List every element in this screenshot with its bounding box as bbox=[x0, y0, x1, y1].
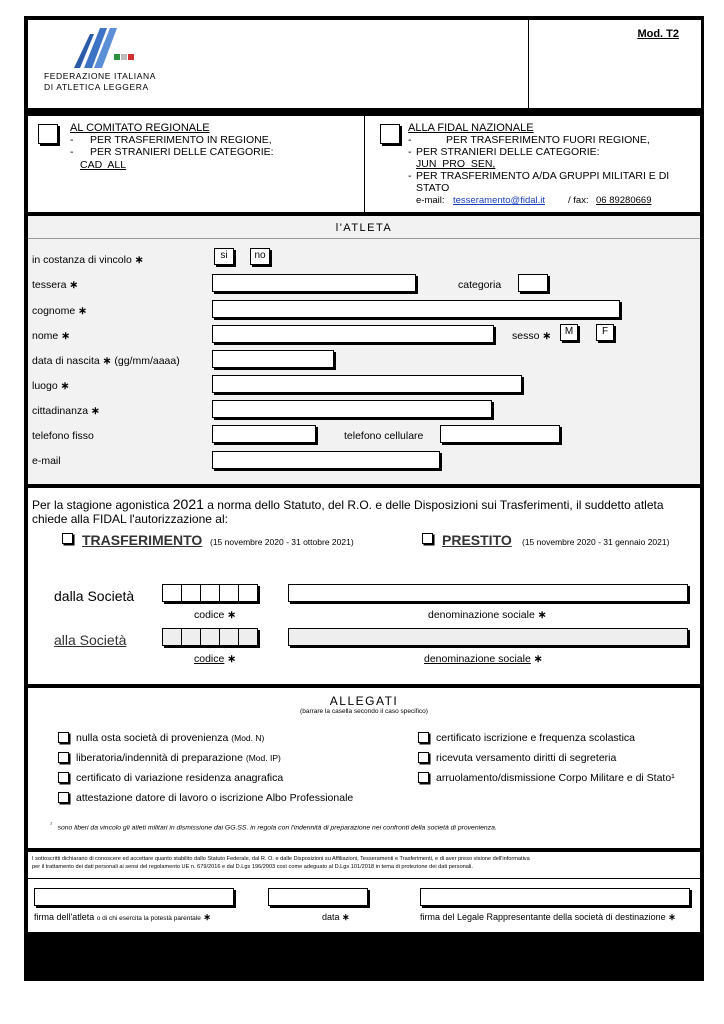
allegato-left-4: attestazione datore di lavoro o iscrizione Albo Professionale bbox=[76, 792, 354, 804]
prestito-checkbox[interactable] bbox=[422, 533, 433, 544]
dalla-codice-boxes[interactable] bbox=[162, 584, 258, 602]
fidal-logo-icon bbox=[44, 24, 184, 74]
allegato-checkbox[interactable] bbox=[58, 792, 69, 803]
allegato-left-3: certificato di variazione residenza anagrafica bbox=[76, 772, 284, 784]
sesso-f-button[interactable]: F bbox=[596, 324, 614, 341]
privacy-line1: I sottoscritti dichiarano di conoscere ed accettare quanto stabilito dallo Statuto Federale, dal R. O. e dalle Disposizioni su Affiliazioni, Tesseramenti e Trasferimenti, e di aver preso visione dell'informativa bbox=[32, 856, 530, 862]
prestito-label: PRESTITO bbox=[442, 532, 512, 548]
luogo-label: luogo ∗ bbox=[32, 380, 70, 392]
national-line1: PER TRASFERIMENTO FUORI REGIONE, bbox=[446, 134, 650, 146]
code-cell[interactable] bbox=[220, 585, 239, 601]
athlete-title-rule bbox=[28, 238, 700, 239]
tel-cell-label: telefono cellulare bbox=[344, 430, 424, 442]
tel-cell-input[interactable] bbox=[440, 425, 560, 443]
code-cell[interactable] bbox=[239, 585, 257, 601]
luogo-input[interactable] bbox=[212, 375, 522, 393]
athlete-section bbox=[28, 216, 700, 484]
regional-dash1: - bbox=[70, 134, 74, 146]
dalla-label: dalla Società bbox=[54, 588, 135, 604]
nome-label: nome ∗ bbox=[32, 330, 70, 342]
signature-section bbox=[28, 852, 700, 932]
logo-line2: DI ATLETICA LEGGERA bbox=[44, 82, 149, 92]
request-line1: Per la stagione agonistica 2021 a norma dello Statuto, del R.O. e delle Disposizioni sui Trasferimenti, il suddetto atleta bbox=[32, 496, 664, 512]
allegati-title: ALLEGATI bbox=[329, 694, 399, 708]
code-cell[interactable] bbox=[201, 585, 220, 601]
national-checkbox[interactable] bbox=[380, 124, 400, 144]
allegato-checkbox[interactable] bbox=[418, 752, 429, 763]
alla-codice-boxes[interactable] bbox=[162, 628, 258, 646]
national-fax: 06 89280669 bbox=[596, 195, 652, 206]
regional-title: AL COMITATO REGIONALE bbox=[70, 122, 210, 134]
privacy-rule bbox=[28, 878, 700, 879]
vincolo-si-button[interactable]: si bbox=[214, 248, 234, 265]
nascita-label: data di nascita ∗ (gg/mm/aaaa) bbox=[32, 355, 180, 367]
alla-label: alla Società bbox=[54, 632, 127, 648]
trasferimento-dates: (15 novembre 2020 - 31 ottobre 2021) bbox=[210, 537, 354, 547]
national-dash2: - bbox=[408, 146, 412, 158]
form-page bbox=[24, 16, 704, 981]
code-cell[interactable] bbox=[182, 585, 201, 601]
cognome-label: cognome ∗ bbox=[32, 305, 87, 317]
national-line2: PER STRANIERI DELLE CATEGORIE: bbox=[416, 146, 600, 158]
privacy-line2: per il trattamento dei dati personali ai sensi del regolamento UE n. 679/2016 e dal D.Lgs 196/2003 così come adeguato al D.Lgs 101/2018 in tema di protezione dei dati personali. bbox=[32, 864, 473, 870]
allegato-left-1: nulla osta società di provenienza (Mod. N) bbox=[76, 732, 265, 744]
cittadinanza-label: cittadinanza ∗ bbox=[32, 405, 100, 417]
email-input[interactable] bbox=[212, 451, 440, 469]
allegati-footnote: $^{^1}$ sono liberi da vincolo gli atleti militari in dismissione dai GG.SS. in regola con l'indennità di preparazione nei confronti della società di provenienza. bbox=[50, 822, 497, 832]
destination-section bbox=[28, 116, 700, 212]
cittadinanza-input[interactable] bbox=[212, 400, 492, 418]
nascita-input[interactable] bbox=[212, 350, 334, 368]
logo-line1: FEDERAZIONE ITALIANA bbox=[44, 71, 156, 81]
regional-line1: PER TRASFERIMENTO IN REGIONE, bbox=[90, 134, 272, 146]
athlete-title: l'ATLETA bbox=[335, 222, 393, 234]
national-email-label: e-mail: bbox=[416, 195, 445, 206]
email-label: e-mail bbox=[32, 455, 61, 467]
code-cell[interactable] bbox=[239, 629, 257, 645]
vincolo-label: in costanza di vincolo ∗ bbox=[32, 254, 144, 266]
national-email-link[interactable]: tesseramento@fidal.it bbox=[453, 195, 546, 206]
allegati-section bbox=[28, 688, 700, 848]
allegato-checkbox[interactable] bbox=[58, 752, 69, 763]
national-title: ALLA FIDAL NAZIONALE bbox=[408, 122, 534, 134]
allegato-right-1: certificato iscrizione e frequenza scolastica bbox=[436, 732, 636, 744]
date-input[interactable] bbox=[268, 888, 368, 906]
dalla-denominazione-input[interactable] bbox=[288, 584, 688, 602]
national-fax-label: / fax: bbox=[568, 195, 589, 206]
vincolo-no-button[interactable]: no bbox=[250, 248, 270, 265]
destination-divider bbox=[364, 116, 365, 212]
nome-input[interactable] bbox=[212, 325, 494, 343]
code-cell[interactable] bbox=[220, 629, 239, 645]
header-right-panel bbox=[528, 20, 701, 108]
trasferimento-label: TRASFERIMENTO bbox=[82, 532, 203, 548]
allegati-subtitle: (barrare la casella secondo il caso specifico) bbox=[300, 708, 428, 715]
prestito-dates: (15 novembre 2020 - 31 gennaio 2021) bbox=[522, 537, 670, 547]
mod-label: Mod. T2 bbox=[637, 28, 679, 40]
header bbox=[28, 20, 700, 108]
national-line4: STATO bbox=[416, 182, 450, 194]
request-line2: chiede alla FIDAL l'autorizzazione al: bbox=[32, 512, 228, 526]
dalla-codice-label: codice ∗ bbox=[194, 609, 237, 621]
regional-cats: CAD ALL bbox=[80, 159, 127, 171]
tessera-input[interactable] bbox=[212, 274, 416, 292]
legal-signature-label: firma del Legale Rappresentante della società di destinazione ∗ bbox=[420, 912, 676, 922]
allegato-right-3: arruolamento/dismissione Corpo Militare e di Stato¹ bbox=[436, 772, 675, 784]
sesso-label: sesso ∗ bbox=[512, 330, 552, 342]
tel-fisso-label: telefono fisso bbox=[32, 430, 94, 442]
request-section bbox=[28, 488, 700, 684]
allegato-checkbox[interactable] bbox=[418, 772, 429, 783]
athlete-signature-label: firma dell'atleta o di chi esercita la potestà parentale ∗ bbox=[34, 912, 211, 922]
tel-fisso-input[interactable] bbox=[212, 425, 316, 443]
allegato-checkbox[interactable] bbox=[418, 732, 429, 743]
alla-denominazione-label: denominazione sociale ∗ bbox=[424, 653, 543, 665]
trasferimento-checkbox[interactable] bbox=[62, 533, 73, 544]
sesso-m-button[interactable]: M bbox=[560, 324, 578, 341]
alla-codice-label: codice ∗ bbox=[194, 653, 237, 665]
national-dash1: - bbox=[408, 134, 412, 146]
national-line3: PER TRASFERIMENTO A/DA GRUPPI MILITARI E DI bbox=[416, 170, 670, 182]
allegato-checkbox[interactable] bbox=[58, 772, 69, 783]
cognome-input[interactable] bbox=[212, 300, 620, 318]
code-cell[interactable] bbox=[163, 585, 182, 601]
regional-checkbox[interactable] bbox=[38, 124, 58, 144]
legal-signature-input[interactable] bbox=[420, 888, 690, 906]
national-dash3: - bbox=[408, 170, 412, 182]
categoria-input[interactable] bbox=[518, 274, 548, 292]
dalla-denominazione-label: denominazione sociale ∗ bbox=[428, 609, 547, 621]
date-label: data ∗ bbox=[322, 912, 350, 922]
code-cell[interactable] bbox=[163, 629, 182, 645]
alla-denominazione-input[interactable] bbox=[288, 628, 688, 646]
logo bbox=[44, 24, 184, 94]
allegato-right-2: ricevuta versamento diritti di segreteria bbox=[436, 752, 617, 764]
code-cell[interactable] bbox=[201, 629, 220, 645]
tessera-label: tessera ∗ bbox=[32, 279, 79, 291]
categoria-label: categoria bbox=[458, 279, 502, 291]
allegato-left-2: liberatoria/indennità di preparazione (Mod. IP) bbox=[76, 752, 281, 764]
athlete-signature-input[interactable] bbox=[34, 888, 234, 906]
allegato-checkbox[interactable] bbox=[58, 732, 69, 743]
code-cell[interactable] bbox=[182, 629, 201, 645]
regional-dash2: - bbox=[70, 146, 74, 158]
national-cats: JUN PRO SEN, bbox=[416, 158, 496, 170]
regional-line2: PER STRANIERI DELLE CATEGORIE: bbox=[90, 146, 274, 158]
